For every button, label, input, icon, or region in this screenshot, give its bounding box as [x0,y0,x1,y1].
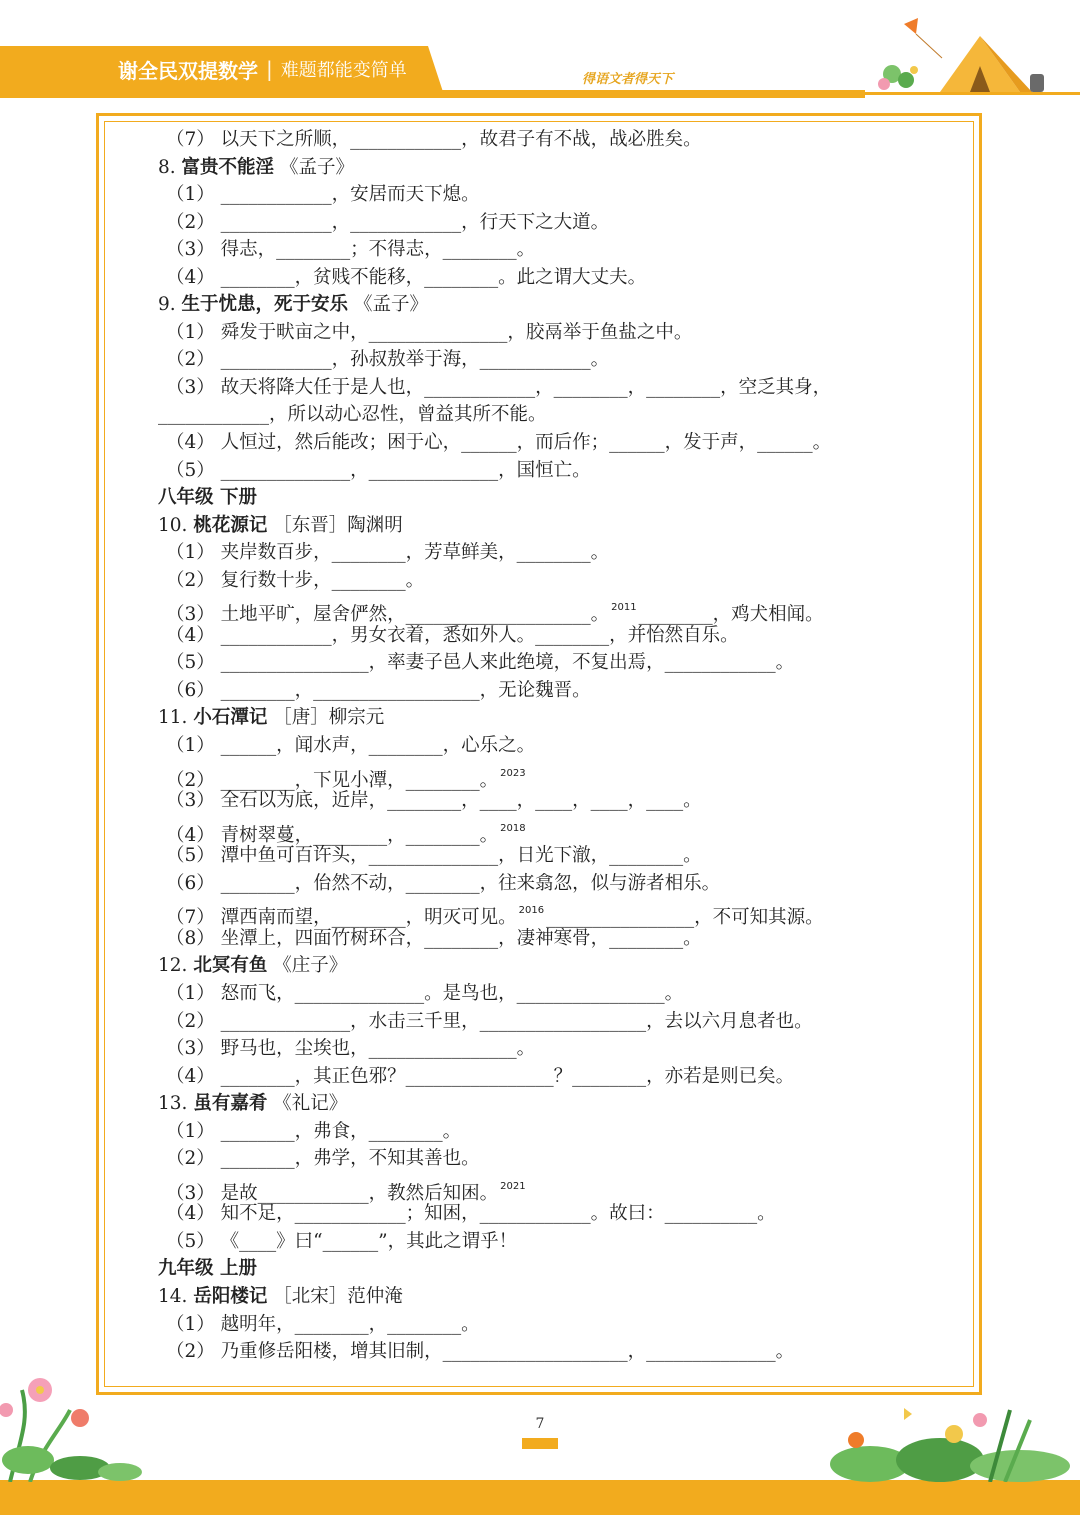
question-text: （1） ______，闻水声，________，心乐之。 [166,735,536,757]
header-slogan: 得语文者得天下 [582,72,674,87]
question-line [158,980,933,1008]
question-text: （4） 人恒过，然后能改；困于心，______，而后作；______，发于声，______。 [166,432,832,454]
question-text: （6） ________，__________________，无论魏晋。 [166,679,591,701]
question-text: （3） 故天将降大任于是人也，____________，________，________，空乏其身， [166,376,832,398]
question-line [158,1173,933,1204]
question-text: （4） 知不足，____________；知困，____________。故曰：__________。 [166,1203,776,1225]
section-number: 11. [158,707,194,729]
question-line [158,346,933,374]
section-source: ［东晋］陶渊明 [267,514,403,536]
question-line [158,539,933,567]
brand-logo [118,54,407,84]
question-text: （4） 青树翠蔓，________，________。 [166,824,499,846]
question-text: （1） 舜发于畎亩之中，_______________，胶鬲举于鱼盐之中。 [166,321,693,343]
question-line [158,429,933,457]
section-source: 《孟子》 [274,156,354,178]
question-line [158,732,933,760]
flower-plants-right-icon [820,1390,1080,1482]
question-line [158,1008,933,1036]
footer-band [0,1480,1080,1515]
section-number: 9. [158,294,182,316]
brand-separator: | [266,57,273,81]
question-line [158,1145,933,1173]
question-line [158,760,933,791]
section-number: 13. [158,1093,194,1115]
question-line [158,815,933,846]
section-title [158,154,933,182]
section-number: 8. [158,156,182,178]
question-line [158,787,933,815]
tent-kite-illustration-icon [870,14,1070,96]
question-text: （3） 土地平旷，屋舍俨然，____________________。 [166,604,610,626]
page-number: 7 [535,1416,545,1432]
question-text: （2） 乃重修岳阳楼，增其旧制，____________________，______________。 [166,1341,795,1363]
question-line [158,870,933,898]
grade-heading [158,484,933,512]
question-line [158,649,933,677]
question-text: （4） ____________，男女衣着，悉如外人。________，并怡然自乐。 [166,624,739,646]
question-text: （1） ________，弗食，________。 [166,1120,462,1142]
section-heading: 虽有嘉肴 [193,1093,268,1115]
grade-label: 八年级 下册 [158,487,257,509]
question-text: （1） ____________，安居而天下熄。 [166,184,480,206]
question-text: （5） ______________，______________，国恒亡。 [166,459,591,481]
question-text: （3） 是故____________，教然后知困。 [166,1182,499,1204]
exam-year-marker: 2021 [500,1180,526,1192]
question-line [158,567,933,595]
section-heading: 富贵不能淫 [181,156,275,178]
section-heading: 岳阳楼记 [193,1285,268,1307]
section-source: ［北宋］范仲淹 [267,1285,403,1307]
question-text: （5） 《____》曰“______”，其此之谓乎！ [166,1230,518,1252]
question-text: （2） ____________，孙叔敖举于海，____________。 [166,349,610,371]
section-number: 14. [158,1285,194,1307]
question-line [158,1035,933,1063]
question-text: （1） 怒而飞，______________。是鸟也，________________。 [166,982,684,1004]
question-line [158,209,933,237]
question-line [158,181,933,209]
question-line [158,319,933,347]
question-line-continued [158,401,933,429]
question-line [158,677,933,705]
question-text: （2） ____________，____________，行天下之大道。 [166,211,610,233]
question-text: （7） 以天下之所顺，____________，故君子有不战，战必胜矣。 [166,129,702,150]
question-line [158,1063,933,1091]
question-line [158,374,933,402]
section-source: 《礼记》 [267,1093,348,1115]
section-source: 《孟子》 [348,294,428,316]
section-title [158,1090,933,1118]
question-text: （3） 野马也，尘埃也，________________。 [166,1038,536,1060]
question-text: （1） 越明年，________，________。 [166,1313,480,1335]
flower-plants-left-icon [0,1360,150,1482]
question-line [158,1228,933,1256]
section-source: 《庄子》 [267,955,348,977]
brand-subtitle: 难题都能变简单 [280,60,407,81]
section-title [158,952,933,980]
question-line [158,1200,933,1228]
question-text: （5） ________________，率妻子邑人来此绝境，不复出焉，____________。 [166,652,795,674]
question-text: （4） ________，其正色邪？________________？________，亦若是则已矣。 [166,1065,795,1087]
section-title [158,704,933,732]
question-line [158,897,933,929]
header-rule [0,90,865,98]
grade-heading [158,1255,933,1283]
section-heading: 小石潭记 [193,707,268,729]
question-line [158,1311,933,1339]
question-line [158,236,933,264]
page-number-bar [522,1438,558,1449]
brand-title: 谢全民双提数学 [118,58,258,83]
section-heading: 北冥有鱼 [193,955,268,977]
question-text: （3） 得志，________；不得志，________。 [166,239,536,261]
question-line [158,842,933,870]
question-line [158,925,933,953]
exam-year-marker: 2011 [611,602,637,614]
question-text: （2） 复行数十步，________。 [166,569,425,591]
section-number: 12. [158,955,194,977]
question-line [158,1118,933,1146]
section-title [158,291,933,319]
question-line [158,457,933,485]
question-text: （1） 夹岸数百步，________，芳草鲜美，________。 [166,542,610,564]
section-title [158,512,933,540]
exam-year-marker: 2023 [500,767,526,779]
question-text-tail: ________________，不可知其源。 [546,907,824,929]
question-line [158,126,933,154]
grade-label: 九年级 上册 [158,1258,257,1280]
question-text: （6） ________，佁然不动，________，往来翕忽，似与游者相乐。 [166,872,721,894]
section-number: 10. [158,514,194,536]
question-line [158,1338,933,1366]
section-title [158,1283,933,1311]
section-source: ［唐］柳宗元 [267,707,385,729]
worksheet-content [158,126,933,1366]
question-text: （2） ______________，水击三千里，__________________，去以六月息者也。 [166,1010,813,1032]
question-text: （2） ________，下见小潭，________。 [166,769,499,791]
question-line [158,264,933,292]
question-text-tail: ________，鸡犬相闻。 [638,604,824,626]
question-text: （5） 潭中鱼可百许头，______________，日光下澈，________。 [166,845,702,867]
section-heading: 生于忧患，死于安乐 [181,294,349,316]
question-text: （2） ________，弗学，不知其善也。 [166,1148,480,1170]
question-text: ____________，所以动心忍性，曾益其所不能。 [158,404,547,426]
exam-year-marker: 2018 [500,822,526,834]
section-heading: 桃花源记 [193,514,268,536]
question-text: （7） 潭西南而望，________，明灭可见。 [166,907,517,929]
question-text: （8） 坐潭上，四面竹树环合，________，凄神寒骨，________。 [166,927,702,949]
question-text: （4） ________，贫贱不能移，________。此之谓大丈夫。 [166,266,647,288]
question-line [158,622,933,650]
exam-year-marker: 2016 [518,905,545,917]
question-line [158,594,933,626]
question-text: （3） 全石以为底，近岸，________，____，____，____，____。 [166,790,702,812]
